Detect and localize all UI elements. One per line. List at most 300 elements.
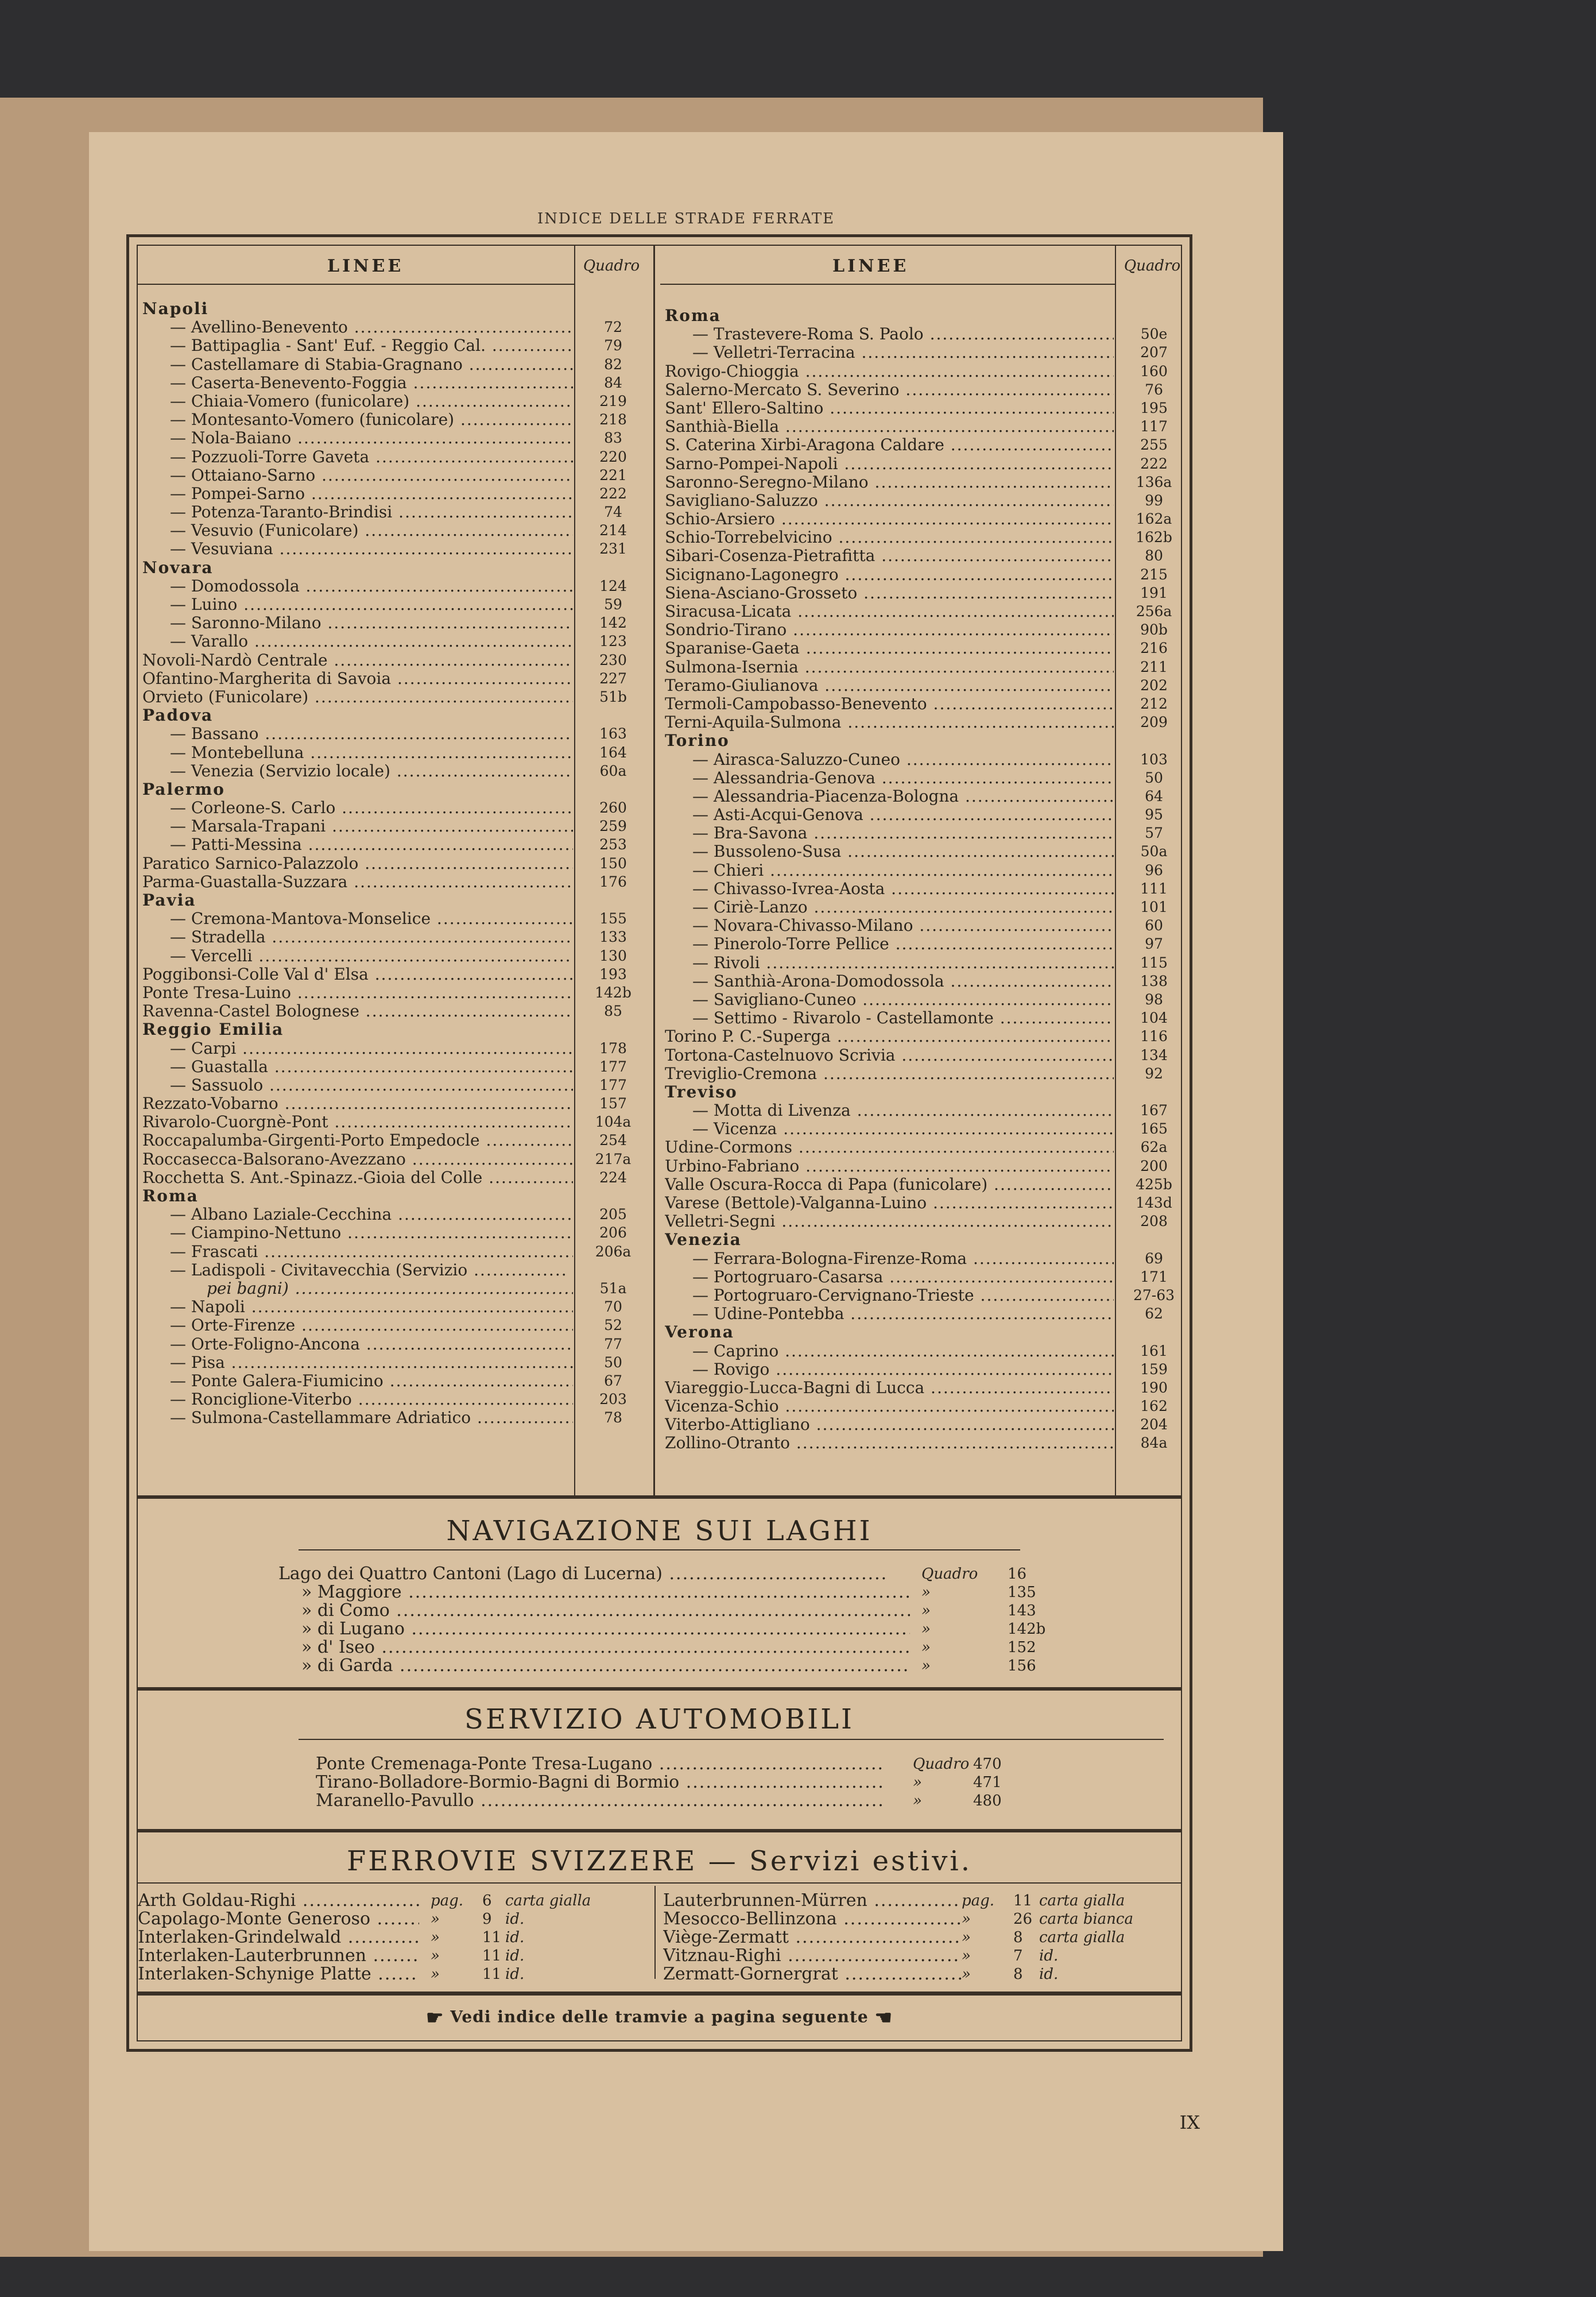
line-name: Sondrio-Tirano ..... [665,621,1114,639]
line-name: — Savigliano-Cuneo ..... [692,991,1114,1009]
page-marker: » [962,1911,971,1928]
quadro-number: 254 [599,1132,627,1149]
quadro-number: 470 [973,1755,1002,1773]
line-name: Palermo [142,780,225,799]
group-heading-row [138,891,648,910]
quadro-number: 142b [1008,1621,1046,1638]
quadro-number: 72 [604,319,622,336]
quadro-number: 60a [599,762,627,779]
line-row [138,503,648,521]
quadro-number: 80 [1145,547,1163,564]
quadro-number: 92 [1145,1065,1163,1082]
service-row [278,1620,1046,1638]
line-name: Terni-Aquila-Sulmona ..... [665,713,1114,732]
right-quadro-label: Quadro [1124,257,1181,274]
quadro-number: 82 [604,355,622,373]
quadro-number: 85 [604,1003,622,1020]
page-reference: 7 [1013,1947,1023,1965]
line-row [138,836,648,854]
quadro-number: 253 [599,836,627,853]
service-name: » di Como ..... [301,1602,910,1620]
line-name: Udine-Cormons ..... [665,1138,1114,1157]
line-row [660,1175,1188,1194]
line-row [660,769,1188,787]
swiss-service-name: Vitznau-Righi ..... [663,1947,962,1965]
line-row [138,1113,648,1131]
quadro-number: 156 [1008,1657,1036,1675]
line-name: — Santhià-Arona-Domodossola ..... [692,972,1114,991]
line-name: — Pinerolo-Torre Pellice ..... [692,935,1114,953]
line-name: Napoli [142,300,209,318]
quadro-marker: » [913,1774,922,1791]
line-name: Novoli-Nardò Centrale ..... [142,651,573,670]
line-row [660,1416,1188,1434]
quadro-number: 224 [599,1169,627,1186]
quadro-number: 138 [1140,972,1168,989]
line-name: Savigliano-Saluzzo ..... [665,492,1114,510]
quadro-marker: » [921,1584,931,1601]
line-row [660,935,1188,953]
swiss-service-name: Interlaken-Schynige Platte ..... [138,1965,419,1983]
quadro-number: 64 [1145,787,1163,805]
line-row [660,991,1188,1009]
quadro-number: 123 [599,633,627,650]
line-row [138,595,648,614]
line-row [660,1434,1188,1452]
line-row [660,676,1188,695]
line-name: — Alessandria-Genova ..... [692,769,1114,787]
line-name: Sibari-Cosenza-Pietrafitta ..... [665,547,1114,565]
quadro-number: 51b [599,688,627,705]
quadro-number: 104a [595,1113,632,1131]
card-color: id. [1039,1966,1059,1983]
quadro-number: 152 [1008,1639,1036,1656]
automobili-top-rule [138,1687,1181,1691]
quadro-number: 204 [1140,1416,1168,1433]
index-frame-inner [137,245,1182,2041]
swiss-service-row [663,1910,1188,1928]
line-row [138,725,648,743]
line-row [660,658,1188,676]
service-name: » di Garda ..... [301,1657,910,1675]
line-name: Reggio Emilia [142,1020,284,1039]
quadro-number: 214 [599,522,627,539]
line-row [138,1205,648,1224]
service-row [278,1602,1036,1620]
line-row [660,751,1188,769]
line-name: Santhià-Biella ..... [665,417,1114,436]
line-name: Roccapalumba-Girgenti-Porto Empedocle ..... [142,1131,573,1150]
quadro-number: 136a [1136,473,1172,490]
quadro-number: 205 [599,1206,627,1223]
swiss-service-name: Interlaken-Lauterbrunnen ..... [138,1947,419,1965]
quadro-marker: » [913,1792,922,1809]
service-name: » di Lugano ..... [301,1620,910,1638]
line-name: — Battipaglia - Sant' Euf. - Reggio Cal. ..... [170,337,573,355]
card-color: id. [1039,1947,1059,1965]
line-row [138,448,648,466]
quadro-number: 220 [599,448,627,465]
line-row [660,362,1188,381]
page-reference: 26 [1013,1911,1033,1928]
quadro-number: 90b [1140,621,1168,639]
line-row [138,1298,648,1316]
quadro-number: 134 [1140,1046,1168,1064]
page-marker: » [431,1911,440,1928]
line-name: — Varallo ..... [170,632,573,651]
left-column [138,246,648,1495]
quadro-number: 162b [1136,529,1172,546]
line-row [660,972,1188,991]
line-name: Schio-Arsiero ..... [665,510,1114,528]
line-name: — Ronciglione-Viterbo ..... [170,1390,573,1409]
quadro-number: 230 [599,651,627,668]
group-heading-row [660,307,1188,325]
line-name: — Stradella ..... [170,928,573,946]
line-row [138,744,648,762]
quadro-number: 162a [1136,511,1172,528]
quadro-number: 471 [973,1774,1002,1791]
line-name: Rovigo-Chioggia ..... [665,362,1114,381]
quadro-number: 157 [599,1095,627,1112]
card-color: carta gialla [1039,1929,1125,1946]
right-rows [660,307,1188,1453]
quadro-number: 215 [1140,566,1168,583]
line-name: — Bra-Savona ..... [692,824,1114,842]
line-row [138,1316,648,1335]
quadro-number: 115 [1140,954,1168,971]
automobili-list [316,1755,1062,1810]
quadro-number: 176 [599,873,627,890]
quadro-number: 221 [599,466,627,484]
swiss-service-row [663,1892,1188,1910]
quadro-number: 161 [1140,1342,1168,1359]
page-reference: 8 [1013,1966,1023,1983]
line-name: — Montesanto-Vomero (funicolare) ..... [170,411,573,429]
quadro-number: 217a [595,1150,632,1167]
line-row [660,547,1188,565]
line-name: — Guastalla ..... [170,1058,573,1076]
line-row [660,1046,1188,1065]
line-name: — Airasca-Saluzzo-Cuneo ..... [692,751,1114,769]
group-heading-row [138,706,648,725]
line-row [138,1058,648,1076]
line-row [138,984,648,1002]
tramvie-note-text: Vedi indice delle tramvie a pagina seguente [450,2007,869,2027]
quadro-number: 159 [1140,1360,1168,1378]
quadro-number: 195 [1140,399,1168,416]
line-name: — Avellino-Benevento ..... [170,318,573,337]
page-marker: » [431,1966,440,1983]
quadro-number: 59 [604,596,622,613]
line-row [660,1157,1188,1175]
line-name: Vicenza-Schio ..... [665,1397,1114,1416]
quadro-number: 16 [1008,1565,1027,1583]
svizzere-column-separator [654,1886,656,1979]
line-row [660,584,1188,602]
quadro-number: 208 [1140,1213,1168,1230]
left-column-header [138,246,648,285]
quadro-number: 77 [604,1335,622,1352]
line-name: — Frascati ..... [170,1243,573,1261]
quadro-number: 202 [1140,676,1168,694]
line-row [660,842,1188,861]
page-marker: pag. [962,1892,995,1909]
line-name: — Potenza-Taranto-Brindisi ..... [170,503,573,521]
line-name: Torino P. C.-Superga ..... [665,1027,1114,1046]
line-row [660,417,1188,436]
automobili-underline [299,1739,1164,1740]
line-name: Valle Oscura-Rocca di Papa (funicolare) ..... [665,1175,1114,1194]
svizzere-underline [138,1882,1181,1884]
line-name: — Vesuviana ..... [170,540,573,558]
quadro-number: 165 [1140,1120,1168,1138]
page-marker: » [431,1929,440,1946]
quadro-number: 155 [599,910,627,927]
quadro-number: 216 [1140,640,1168,657]
card-color: carta bianca [1039,1911,1133,1928]
line-name: Novara [142,558,214,577]
line-row [660,1194,1188,1212]
quadro-number: 101 [1140,899,1168,915]
quadro-number: 69 [1145,1250,1163,1267]
card-color: carta gialla [1039,1892,1125,1909]
line-name: Sarno-Pompei-Napoli ..... [665,455,1114,473]
line-name: Orvieto (Funicolare) ..... [142,688,573,706]
line-row [138,521,648,540]
line-name: — Motta di Livenza ..... [692,1101,1114,1120]
book-page [89,132,1283,2251]
service-name: Maranello-Pavullo ..... [316,1792,884,1810]
line-name: — Carpi ..... [170,1039,573,1058]
quadro-number: 84 [604,374,622,391]
line-name: — Asti-Acqui-Genova ..... [692,806,1114,824]
line-row [660,639,1188,658]
page-reference: 11 [482,1929,502,1946]
quadro-number: 178 [599,1039,627,1057]
service-row [316,1792,1062,1810]
quadro-number: 193 [599,965,627,983]
quadro-number: 76 [1145,381,1163,398]
quadro-number: 124 [599,577,627,594]
line-name: — Venezia (Servizio locale) ..... [170,762,573,780]
line-name: Ponte Tresa-Luino ..... [142,984,573,1002]
tramvie-note [138,2006,1181,2029]
line-name: Velletri-Segni ..... [665,1212,1114,1231]
swiss-service-name: Zermatt-Gornergrat ..... [663,1965,962,1983]
line-row [138,540,648,558]
navigazione-top-rule [138,1495,1181,1499]
line-name: Siena-Asciano-Grosseto ..... [665,584,1114,602]
line-name: — Orte-Foligno-Ancona ..... [170,1335,573,1354]
quadro-number: 70 [604,1298,622,1316]
card-color: id. [505,1911,525,1928]
quadro-number: 116 [1140,1028,1168,1045]
line-name: Siracusa-Licata ..... [665,602,1114,621]
quadro-number: 162 [1140,1398,1168,1415]
quadro-number: 207 [1140,344,1168,361]
page-number: IX [1179,2112,1200,2133]
line-name: — Rivoli ..... [692,954,1114,972]
quadro-number: 143 [1008,1602,1036,1619]
svizzere-title: FERROVIE SVIZZERE — Servizi estivi. [346,1845,972,1877]
quadro-number: 255 [1140,436,1168,454]
line-name: — Rovigo ..... [692,1360,1114,1379]
quadro-number: 79 [604,337,622,354]
quadro-marker: » [921,1602,931,1619]
line-name: Urbino-Fabriano ..... [665,1157,1114,1175]
quadro-number: 425b [1136,1175,1172,1193]
line-row [660,343,1188,362]
line-name: — Montebelluna ..... [170,744,573,762]
line-name: — Vesuvio (Funicolare) ..... [170,521,573,540]
line-name: Roma [665,307,721,325]
line-name: — Chiaia-Vomero (funicolare) ..... [170,392,573,411]
line-name: — Pisa ..... [170,1354,573,1372]
quadro-number: 218 [599,411,627,428]
quadro-number: 171 [1140,1268,1168,1285]
right-column [660,246,1188,1495]
line-name: Sicignano-Lagonegro ..... [665,566,1114,584]
quadro-number: 130 [599,947,627,964]
quadro-number: 206a [595,1243,632,1260]
line-row [660,695,1188,713]
line-row [660,602,1188,621]
quadro-number: 111 [1140,880,1168,897]
line-row [138,355,648,374]
quadro-number: 50 [1145,769,1163,786]
page-marker: pag. [431,1892,464,1909]
quadro-number: 227 [599,670,627,687]
line-name: Ofantino-Margherita di Savoia ..... [142,670,573,688]
line-name: — Udine-Pontebba ..... [692,1305,1114,1323]
line-row [660,621,1188,639]
line-name: — Portogruaro-Cervignano-Trieste ..... [692,1286,1114,1305]
line-row [138,1076,648,1095]
service-name: Lago dei Quattro Cantoni (Lago di Lucerna) ..... [278,1565,887,1583]
quadro-marker: » [921,1657,931,1675]
line-name: — Velletri-Terracina ..... [692,343,1114,362]
line-name: — Corleone-S. Carlo ..... [170,799,573,817]
line-row [660,824,1188,842]
quadro-marker: Quadro [913,1755,970,1773]
line-row [660,1212,1188,1231]
quadro-number: 133 [599,929,627,946]
line-name: Pavia [142,891,196,910]
swiss-service-row [138,1928,643,1947]
line-row [660,1305,1188,1323]
index-frame [126,234,1192,2052]
left-lines-label: LINEE [327,256,404,276]
svizzere-left-list [138,1892,643,1983]
service-name: » Maggiore ..... [301,1583,910,1602]
left-quadro-label: Quadro [583,257,640,274]
quadro-number: 74 [604,504,622,521]
quadro-number: 103 [1140,751,1168,768]
line-name: Poggibonsi-Colle Val d' Elsa ..... [142,965,573,984]
line-row [138,411,648,429]
line-row [138,1335,648,1354]
line-name: — Bassano ..... [170,725,573,743]
swiss-service-name: Viège-Zermatt ..... [663,1928,962,1947]
page-reference: 6 [482,1892,492,1909]
line-row [660,1379,1188,1397]
quadro-number: 62a [1140,1139,1168,1156]
line-row [660,880,1188,898]
quadro-number: 231 [599,540,627,558]
page-reference: 8 [1013,1929,1023,1946]
line-row [660,399,1188,417]
swiss-service-name: Interlaken-Grindelwald ..... [138,1928,419,1947]
line-row [138,1224,648,1242]
line-name: Sparanise-Gaeta ..... [665,639,1114,658]
group-heading-row [660,1231,1188,1249]
line-row [660,1120,1188,1138]
line-name: — Orte-Firenze ..... [170,1316,573,1335]
swiss-service-row [663,1965,1188,1983]
line-row [138,762,648,780]
line-name: Roccasecca-Balsorano-Avezzano ..... [142,1150,573,1169]
line-row [660,510,1188,528]
quadro-marker: » [921,1621,931,1638]
card-color: id. [505,1947,525,1965]
line-name: Viterbo-Attigliano ..... [665,1416,1114,1434]
line-name: — Domodossola ..... [170,577,573,595]
line-name: — Castellamare di Stabia-Gragnano ..... [170,355,573,374]
line-name: Treviso [665,1082,738,1101]
quadro-number: 117 [1140,418,1168,435]
line-row [138,1095,648,1113]
group-heading-row [138,1020,648,1039]
left-header-rule [138,284,574,285]
line-row [660,713,1188,732]
service-name: » d' Iseo ..... [301,1638,910,1657]
quadro-number: 104 [1140,1010,1168,1027]
quadro-number: 480 [973,1792,1002,1809]
line-row [138,873,648,891]
quadro-number: 167 [1140,1102,1168,1119]
quadro-number: 52 [604,1317,622,1334]
line-row [138,485,648,503]
page-marker: » [962,1966,971,1983]
line-name: — Trastevere-Roma S. Paolo ..... [692,325,1114,343]
page-reference: 11 [482,1966,502,1983]
line-name: — Ciriè-Lanzo ..... [692,898,1114,917]
quadro-number: 95 [1145,806,1163,823]
automobili-title: SERVIZIO AUTOMOBILI [464,1703,854,1735]
swiss-service-row [138,1910,643,1928]
quadro-number: 50a [1140,843,1168,860]
line-name: — Ferrara-Bologna-Firenze-Roma ..... [692,1250,1114,1268]
quadro-number: 256a [1136,603,1172,620]
right-header-rule [660,284,1115,285]
line-name: Treviglio-Cremona ..... [665,1065,1114,1083]
page-reference: 9 [482,1911,492,1928]
quadro-number: 160 [1140,362,1168,380]
quadro-marker: Quadro [921,1565,978,1583]
line-name: — Ponte Galera-Fiumicino ..... [170,1372,573,1390]
service-row [316,1755,1062,1773]
line-row [660,1286,1188,1305]
swiss-service-row [663,1928,1188,1947]
line-name: Schio-Torrebelvicino ..... [665,528,1114,547]
line-row [660,917,1188,935]
line-name: Termoli-Campobasso-Benevento ..... [665,695,1114,713]
quadro-number: 78 [604,1409,622,1426]
service-row [278,1638,1036,1657]
group-heading-row [138,780,648,799]
quadro-number: 96 [1145,861,1163,879]
